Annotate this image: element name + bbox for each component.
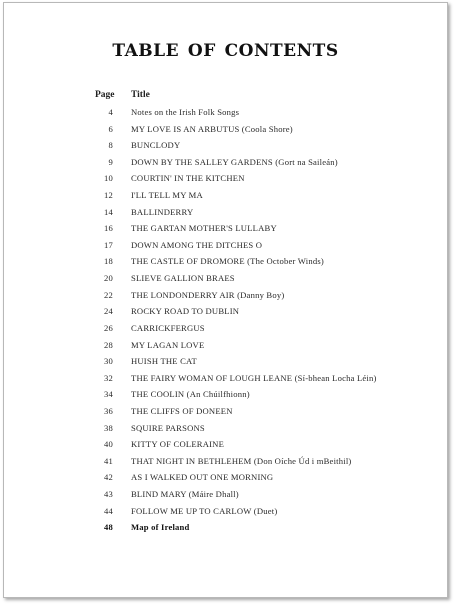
- toc-title: CARRICKFERGUS: [131, 322, 205, 333]
- toc-page-number: 12: [104, 190, 113, 201]
- toc-page-number: 17: [104, 239, 113, 250]
- toc-entry: [4, 124, 447, 141]
- toc-title: BALLINDERRY: [131, 206, 194, 217]
- toc-page-number: 24: [104, 306, 113, 317]
- toc-title: THE FAIRY WOMAN OF LOUGH LEANE (Sí-bhean Locha Léin): [131, 372, 377, 383]
- toc-title: THAT NIGHT IN BETHLEHEM (Don Oíche Úd i mBeithil): [131, 455, 352, 466]
- toc-entry: [4, 306, 447, 323]
- toc-entry: [4, 456, 447, 473]
- toc-entry: [4, 157, 447, 174]
- toc-entry: [4, 373, 447, 390]
- toc-page-number: 4: [108, 107, 113, 117]
- toc-page-number: 28: [104, 339, 113, 350]
- column-header-page: Page: [95, 90, 115, 100]
- toc-title: DOWN BY THE SALLEY GARDENS (Gort na Saileán): [131, 156, 338, 167]
- toc-entry: [4, 173, 447, 190]
- toc-entry-map: [4, 522, 447, 539]
- toc-entry: [4, 207, 447, 224]
- toc-title: BUNCLODY: [131, 140, 181, 151]
- toc-page-number: 20: [104, 273, 113, 284]
- toc-page-number: 41: [104, 455, 113, 466]
- toc-page-number: 36: [104, 405, 113, 416]
- toc-title: HUISH THE CAT: [131, 356, 197, 367]
- toc-page-number: 44: [104, 505, 113, 516]
- toc-title: I'LL TELL MY MA: [131, 190, 203, 201]
- toc-entry: [4, 323, 447, 340]
- toc-title: Notes on the Irish Folk Songs: [131, 107, 240, 117]
- toc-page-number: 42: [104, 472, 113, 483]
- toc-page-number: 8: [108, 140, 113, 151]
- toc-entry: [4, 340, 447, 357]
- toc-title: COURTIN' IN THE KITCHEN: [131, 173, 245, 184]
- toc-title: SQUIRE PARSONS: [131, 422, 205, 433]
- toc-title: BLIND MARY (Máire Dhall): [131, 489, 239, 500]
- toc-entry: [4, 107, 447, 124]
- toc-entry: [4, 273, 447, 290]
- toc-title: THE CLIFFS OF DONEEN: [131, 405, 233, 416]
- toc-entry: [4, 472, 447, 489]
- toc-entry: [4, 256, 447, 273]
- toc-page-number: 32: [104, 372, 113, 383]
- toc-title: KITTY OF COLERAINE: [131, 439, 225, 450]
- toc-title: FOLLOW ME UP TO CARLOW (Duet): [131, 505, 278, 516]
- toc-page-number: 48: [104, 522, 113, 533]
- toc-page-number: 18: [104, 256, 113, 267]
- toc-title: THE LONDONDERRY AIR (Danny Boy): [131, 289, 285, 300]
- toc-title: THE COOLIN (An Chúilfhionn): [131, 389, 250, 400]
- document-page: [3, 2, 448, 598]
- toc-page-number: 9: [108, 156, 113, 167]
- toc-page-number: 34: [104, 389, 113, 400]
- toc-title: THE GARTAN MOTHER'S LULLABY: [131, 223, 277, 234]
- toc-page-number: 14: [104, 206, 113, 217]
- toc-entry: [4, 223, 447, 240]
- toc-title: ROCKY ROAD TO DUBLIN: [131, 306, 240, 317]
- toc-title: DOWN AMONG THE DITCHES O: [131, 239, 263, 250]
- toc-entry: [4, 406, 447, 423]
- toc-title: SLIEVE GALLION BRAES: [131, 273, 235, 284]
- toc-entry: [4, 389, 447, 406]
- toc-title: MY LAGAN LOVE: [131, 339, 205, 350]
- toc-page-number: 30: [104, 356, 113, 367]
- toc-page-number: 40: [104, 439, 113, 450]
- toc-entry: [4, 290, 447, 307]
- toc-entry: [4, 423, 447, 440]
- toc-title: Map of Ireland: [131, 522, 190, 533]
- toc-entry: [4, 489, 447, 506]
- toc-page-number: 6: [108, 123, 113, 134]
- toc-entry: [4, 240, 447, 257]
- toc-entry: [4, 356, 447, 373]
- toc-entry: [4, 439, 447, 456]
- toc-title: THE CASTLE OF DROMORE (The October Winds): [131, 256, 324, 267]
- column-header-title: Title: [131, 90, 150, 100]
- toc-page-number: 16: [104, 223, 113, 234]
- toc-page-number: 38: [104, 422, 113, 433]
- toc-page-number: 22: [104, 289, 113, 300]
- toc-page-number: 43: [104, 489, 113, 500]
- toc-entry: [4, 506, 447, 523]
- page-title: table of contents: [112, 33, 339, 62]
- toc-entry: [4, 140, 447, 157]
- contents-list: [4, 107, 447, 539]
- toc-page-number: 26: [104, 322, 113, 333]
- toc-page-number: 10: [104, 173, 113, 184]
- toc-title: AS I WALKED OUT ONE MORNING: [131, 472, 274, 483]
- toc-title: MY LOVE IS AN ARBUTUS (Coola Shore): [131, 123, 293, 134]
- toc-entry: [4, 190, 447, 207]
